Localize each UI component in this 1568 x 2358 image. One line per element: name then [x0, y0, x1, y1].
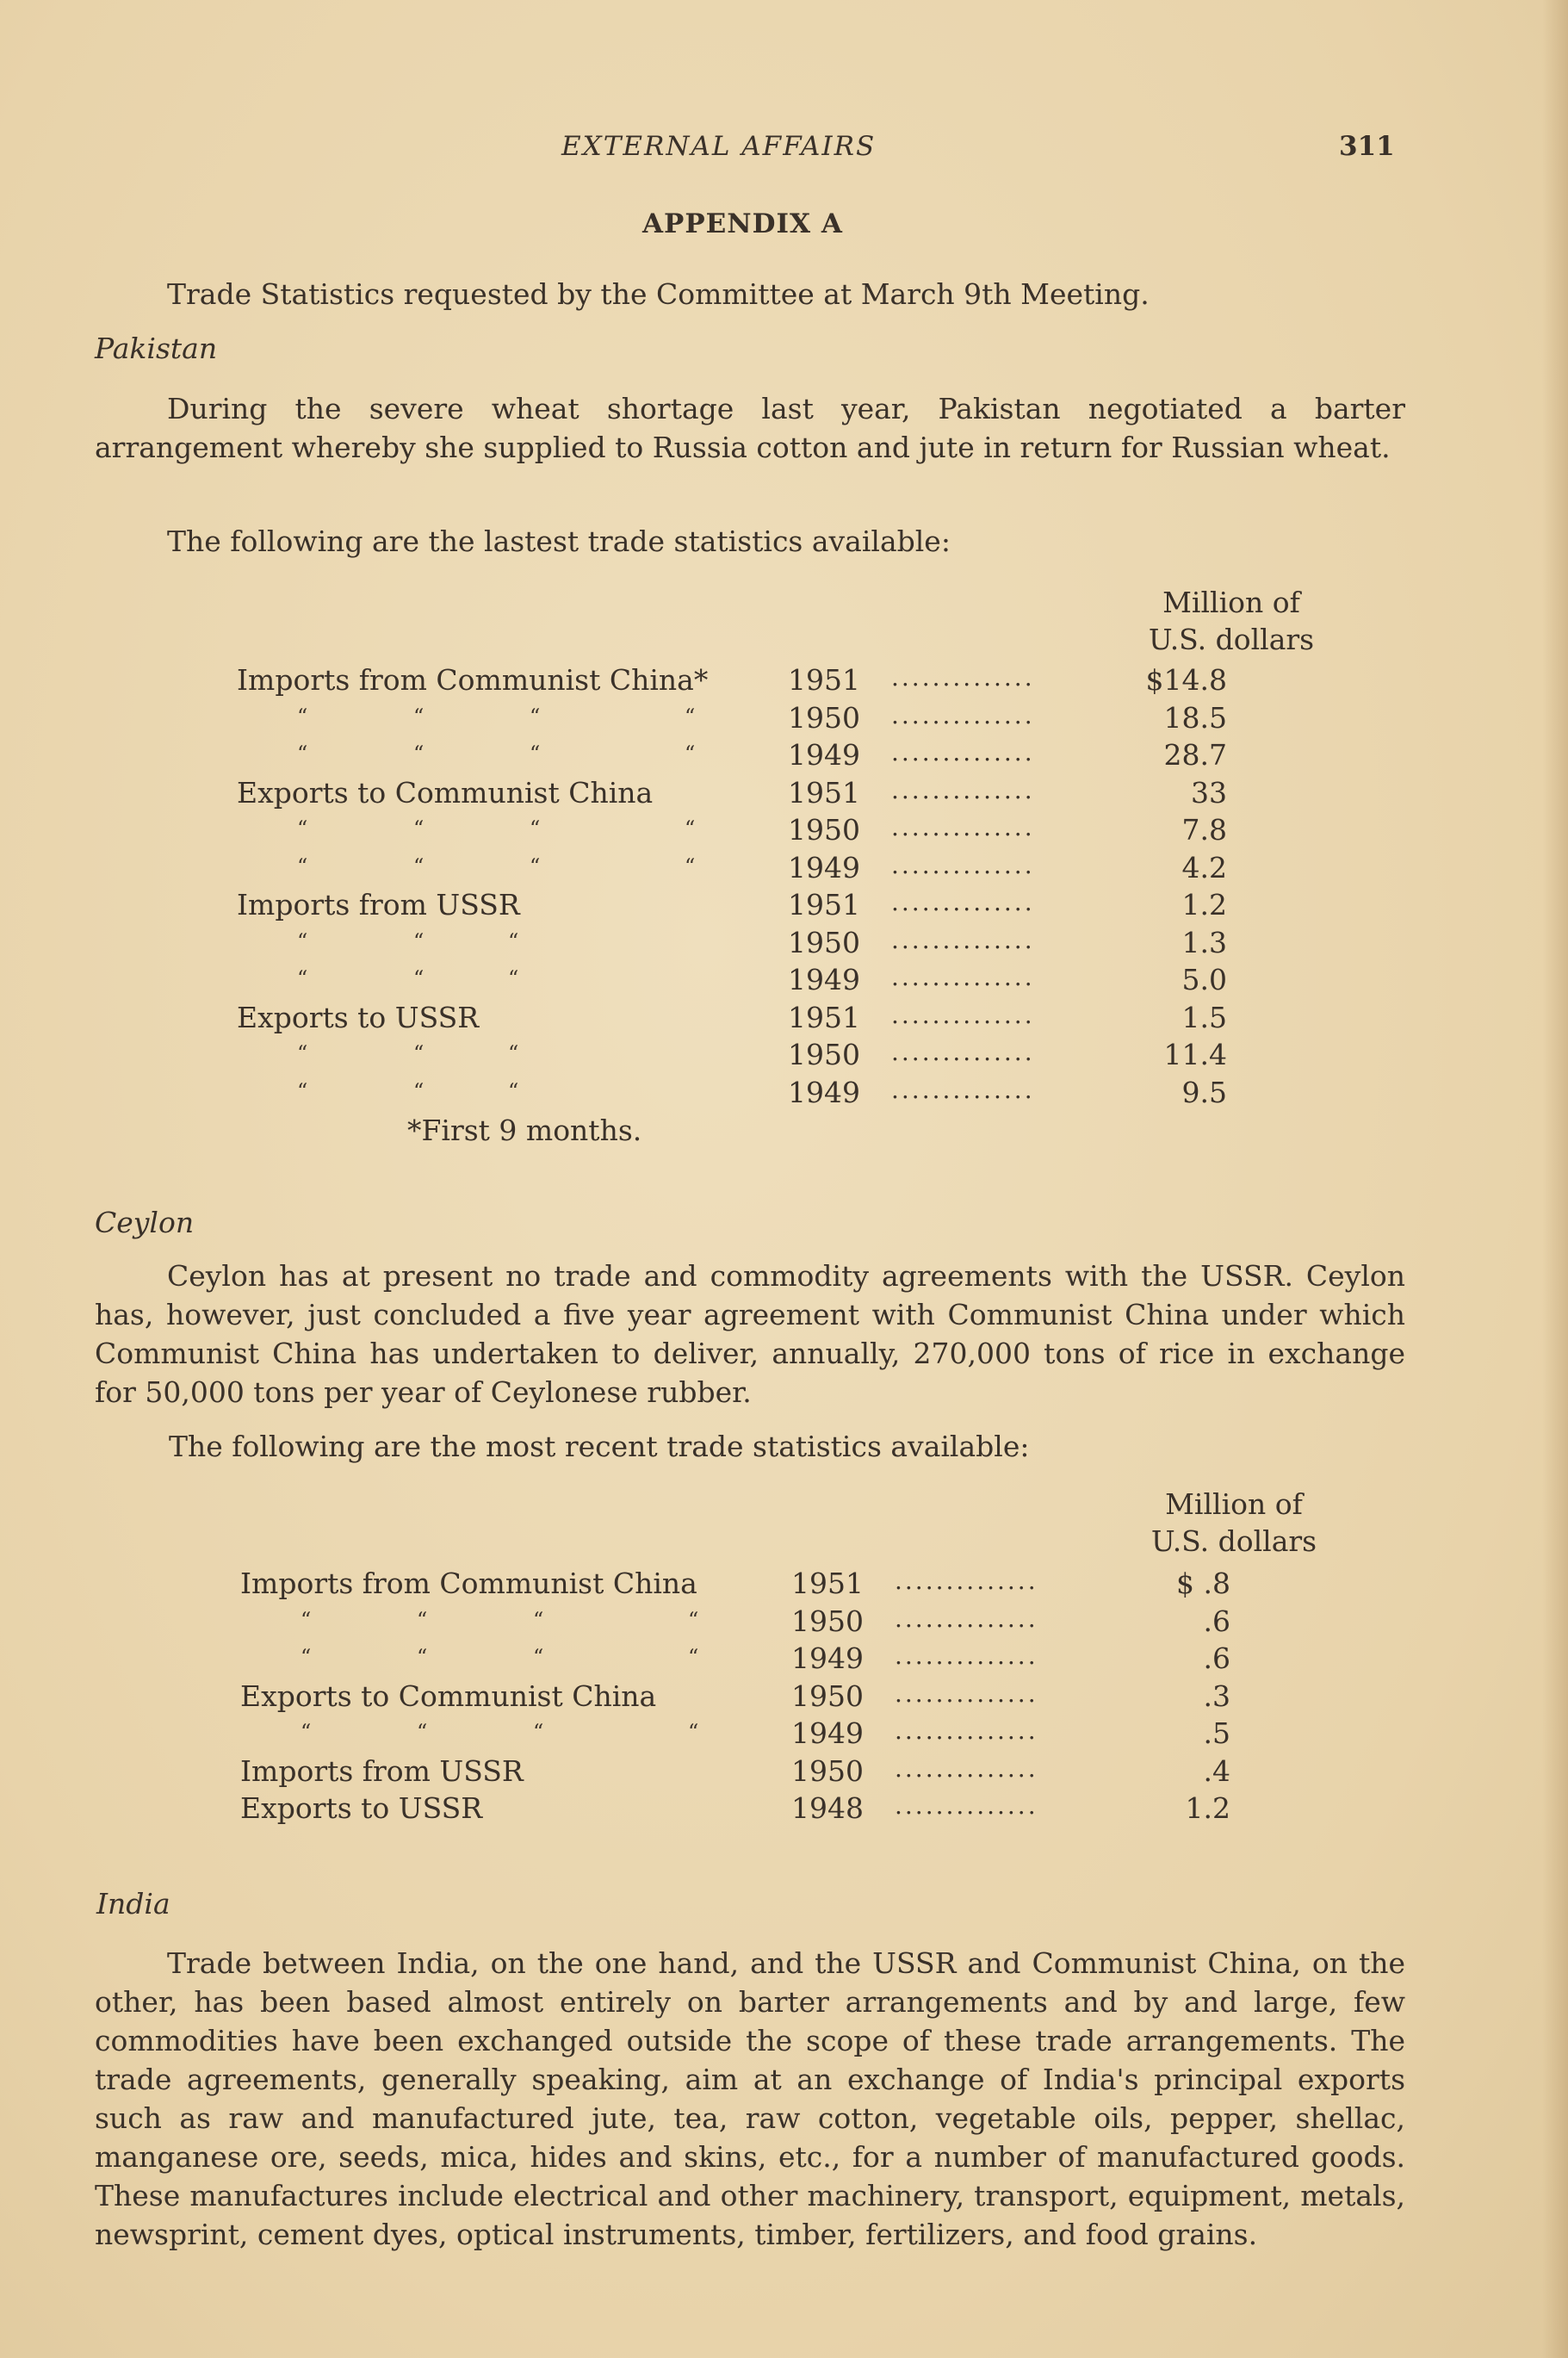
- ditto-mark: “: [688, 1607, 699, 1632]
- dot-leader: ..............: [891, 850, 1035, 879]
- table-row: [240, 1641, 1360, 1679]
- ditto-mark: “: [533, 1645, 544, 1669]
- table-row: [237, 1038, 1356, 1076]
- ditto-mark: “: [297, 928, 308, 953]
- row-year: 1949: [788, 1075, 860, 1109]
- table-row: [240, 1604, 1360, 1642]
- ditto-mark: “: [508, 928, 519, 953]
- table-row: [237, 738, 1356, 776]
- row-year: 1950: [791, 1604, 864, 1638]
- ditto-mark: “: [533, 1607, 544, 1632]
- ditto-mark: “: [508, 966, 519, 990]
- dot-leader: ..............: [895, 1604, 1038, 1633]
- ditto-mark: “: [413, 742, 425, 766]
- row-value: 18.5: [1163, 700, 1227, 735]
- intro-line: Trade Statistics requested by the Committee at March 9th Meeting.: [167, 277, 1150, 311]
- ditto-mark: “: [688, 1645, 699, 1669]
- ditto-mark: “: [508, 1041, 519, 1065]
- row-year: 1951: [788, 888, 860, 921]
- ceylon-trade-table: [240, 1567, 1360, 1829]
- dot-leader: ..............: [891, 1075, 1035, 1104]
- table-row: [240, 1567, 1360, 1604]
- row-year: 1949: [791, 1641, 864, 1675]
- dot-leader: ..............: [895, 1567, 1038, 1595]
- row-year: 1949: [788, 963, 860, 996]
- pakistan-unit-heading: [1119, 584, 1343, 658]
- row-value: 9.5: [1181, 1075, 1227, 1109]
- ditto-mark: “: [685, 704, 696, 729]
- table-row: [237, 888, 1356, 926]
- row-year: 1951: [788, 663, 860, 697]
- ditto-mark: “: [417, 1720, 428, 1744]
- dot-leader: ..............: [895, 1641, 1038, 1670]
- row-value: 11.4: [1163, 1038, 1227, 1071]
- ditto-mark: “: [301, 1645, 312, 1669]
- ditto-mark: “: [508, 1078, 519, 1103]
- ditto-mark: “: [297, 704, 308, 729]
- ceylon-unit-heading: [1122, 1486, 1346, 1560]
- table-row: [237, 851, 1356, 889]
- ditto-mark: “: [413, 1078, 425, 1103]
- row-value: 5.0: [1181, 963, 1227, 996]
- ditto-mark: “: [301, 1607, 312, 1632]
- row-value: 1.3: [1181, 925, 1227, 959]
- ditto-mark: “: [685, 816, 696, 841]
- row-year: 1950: [788, 700, 860, 735]
- dot-leader: ..............: [891, 775, 1035, 804]
- dot-leader: ..............: [891, 888, 1035, 916]
- table-row: [240, 1679, 1360, 1717]
- row-value: 28.7: [1163, 738, 1227, 772]
- unit-line-1: Million of: [1162, 586, 1300, 619]
- row-year: 1950: [788, 925, 860, 959]
- table-row: [237, 776, 1356, 814]
- section-heading-pakistan: Pakistan: [95, 332, 218, 365]
- ditto-mark: “: [413, 816, 425, 841]
- ditto-mark: “: [685, 742, 696, 766]
- section-heading-ceylon: Ceylon: [95, 1206, 195, 1239]
- row-value: 33: [1191, 775, 1227, 810]
- ditto-mark: “: [413, 1041, 425, 1065]
- row-label: Exports to USSR: [240, 1791, 483, 1825]
- page-number: 311: [1339, 131, 1395, 162]
- ditto-mark: “: [533, 1720, 544, 1744]
- unit-line-1: Million of: [1165, 1487, 1303, 1521]
- pakistan-paragraph: During the severe wheat shortage last year, Pakistan negotiated a barter arrangement whereby she supplied to Russia cotton and jute in return for Russian wheat.: [95, 392, 1405, 464]
- unit-line-2: U.S. dollars: [1150, 1524, 1317, 1558]
- ceylon-paragraph: Ceylon has at present no trade and commodity agreements with the USSR. Ceylon has, however, just concluded a five year agreement with Communist China under which Communist China has undertaken to deliver, annually, 270,000 tons of rice in exchange for 50,000 tons per year of Ceylonese rubber.: [95, 1259, 1405, 1409]
- ceylon-lead: The following are the most recent trade statistics available:: [169, 1430, 1030, 1463]
- row-year: 1949: [788, 738, 860, 772]
- dot-leader: ..............: [891, 738, 1035, 766]
- row-value: .4: [1203, 1753, 1230, 1788]
- table-row: [240, 1754, 1360, 1792]
- row-year: 1949: [791, 1716, 864, 1750]
- dot-leader: ..............: [895, 1679, 1038, 1708]
- row-year: 1948: [791, 1791, 864, 1825]
- ditto-mark: “: [688, 1720, 699, 1744]
- ditto-mark: “: [297, 853, 308, 878]
- ditto-mark: “: [413, 853, 425, 878]
- ditto-mark: “: [297, 1078, 308, 1103]
- dot-leader: ..............: [891, 963, 1035, 991]
- ditto-mark: “: [297, 742, 308, 766]
- ditto-mark: “: [530, 742, 541, 766]
- dot-leader: ..............: [891, 813, 1035, 841]
- ditto-mark: “: [297, 816, 308, 841]
- row-label: Exports to Communist China: [240, 1679, 657, 1713]
- dot-leader: ..............: [895, 1791, 1038, 1820]
- row-value: $ .8: [1176, 1567, 1230, 1600]
- pakistan-lead: The following are the lastest trade statistics available:: [167, 524, 951, 558]
- ditto-mark: “: [530, 816, 541, 841]
- row-value: .5: [1203, 1716, 1230, 1750]
- ditto-mark: “: [297, 966, 308, 990]
- row-value: 7.8: [1181, 813, 1227, 847]
- table-row: [240, 1716, 1360, 1754]
- row-value: 1.5: [1181, 1000, 1227, 1034]
- table-row: [237, 1076, 1356, 1114]
- ditto-mark: “: [297, 1041, 308, 1065]
- table-row: [237, 926, 1356, 964]
- row-year: 1950: [788, 813, 860, 847]
- row-label: Imports from USSR: [240, 1753, 524, 1788]
- row-year: 1951: [791, 1567, 864, 1600]
- dot-leader: ..............: [891, 1038, 1035, 1066]
- row-year: 1951: [788, 1000, 860, 1034]
- dot-leader: ..............: [895, 1716, 1038, 1745]
- ditto-mark: “: [530, 704, 541, 729]
- row-value: .6: [1203, 1604, 1230, 1638]
- dot-leader: ..............: [891, 1000, 1035, 1029]
- table-row: [237, 813, 1356, 851]
- row-year: 1950: [791, 1679, 864, 1713]
- row-label: Exports to USSR: [237, 1000, 480, 1034]
- row-label: Imports from Communist China: [240, 1567, 697, 1600]
- dot-leader: ..............: [891, 663, 1035, 692]
- row-label: Imports from Communist China*: [237, 663, 709, 697]
- appendix-title: APPENDIX A: [642, 208, 843, 239]
- row-value: 4.2: [1181, 850, 1227, 884]
- india-paragraph: Trade between India, on the one hand, and the USSR and Communist China, on the other, has been based almost entirely on barter arrangements and by and large, few commodities have been exchanged outside the scope of these trade arrangements. The trade agreements, generally speaking, aim at an exchange of India's principal exports such as raw and manufactured jute, tea, raw cotton, vegetable oils, pepper, shellac, manganese ore, seeds, mica, hides and skins, etc., for a number of manufactured goods. These manufactures include electrical and other machinery, transport, equipment, metals, newsprint, cement dyes, optical instruments, timber, fertilizers, and food grains.: [95, 1946, 1405, 2251]
- table-row: [237, 1001, 1356, 1039]
- dot-leader: ..............: [895, 1753, 1038, 1783]
- running-head: EXTERNAL AFFAIRS: [561, 131, 877, 162]
- row-value: 1.2: [1185, 1791, 1230, 1825]
- table-row: [240, 1791, 1360, 1829]
- table-row: [237, 663, 1356, 701]
- unit-line-2: U.S. dollars: [1148, 623, 1315, 656]
- ditto-mark: “: [685, 853, 696, 878]
- ditto-mark: “: [301, 1720, 312, 1744]
- row-year: 1949: [788, 850, 860, 884]
- dot-leader: ..............: [891, 925, 1035, 954]
- ditto-mark: “: [417, 1607, 428, 1632]
- table-row: [237, 701, 1356, 739]
- ditto-mark: “: [530, 853, 541, 878]
- row-year: 1950: [788, 1038, 860, 1071]
- row-value: .3: [1203, 1679, 1230, 1713]
- ditto-mark: “: [413, 704, 425, 729]
- pakistan-footnote: *First 9 months.: [407, 1114, 642, 1147]
- row-label: Exports to Communist China: [237, 775, 654, 810]
- dot-leader: ..............: [891, 700, 1035, 729]
- ditto-mark: “: [413, 928, 425, 953]
- page-edge-shadow: [1542, 0, 1568, 2358]
- pakistan-trade-table: [237, 663, 1356, 1113]
- row-label: Imports from USSR: [237, 888, 520, 921]
- row-value: $14.8: [1145, 663, 1227, 697]
- section-heading-india: India: [96, 1887, 170, 1921]
- ditto-mark: “: [413, 966, 425, 990]
- row-value: .6: [1203, 1641, 1230, 1675]
- row-year: 1951: [788, 775, 860, 810]
- table-row: [237, 963, 1356, 1001]
- ditto-mark: “: [417, 1645, 428, 1669]
- row-value: 1.2: [1181, 888, 1227, 921]
- row-year: 1950: [791, 1753, 864, 1788]
